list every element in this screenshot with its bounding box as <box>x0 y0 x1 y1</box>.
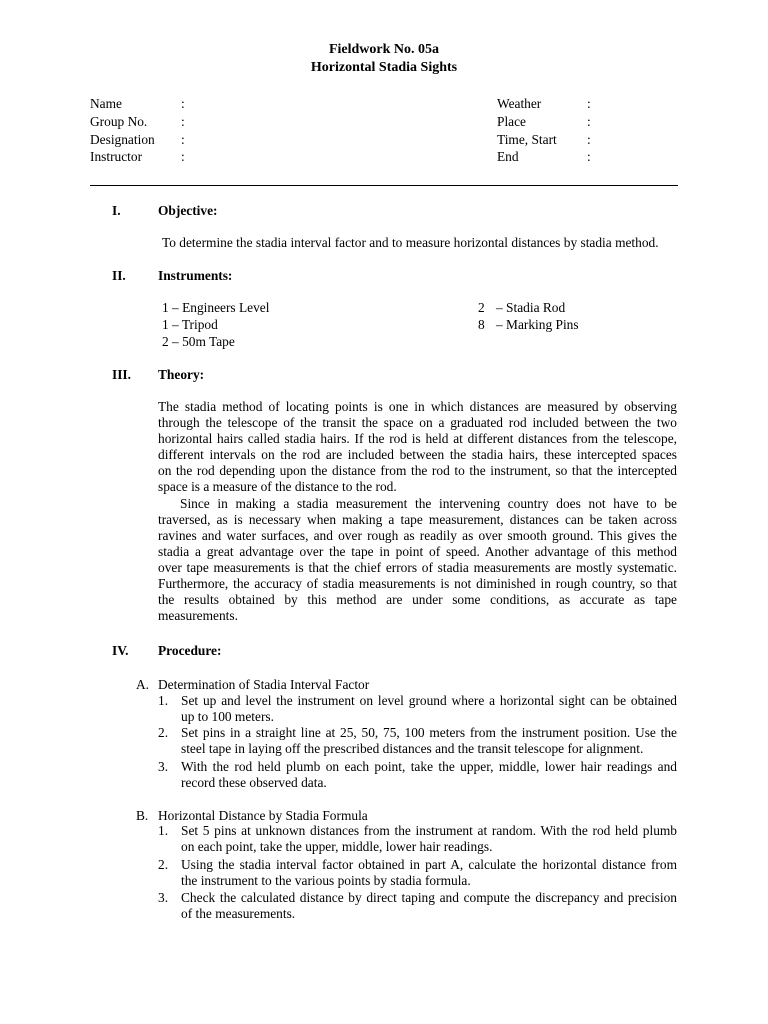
time-start-colon: : <box>587 132 591 147</box>
step-number: 1. <box>158 823 169 838</box>
part-b-letter: B. <box>136 808 149 823</box>
text-line: steel tape in laying off the prescribed distances and the transit telescope for alignment. <box>181 741 644 756</box>
text-line: up to 100 meters. <box>181 709 274 724</box>
instructor-label: Instructor <box>90 149 143 164</box>
text-line: Check the calculated distance by direct taping and compute the discrepancy and precision <box>181 890 677 905</box>
weather-colon: : <box>587 96 591 111</box>
text-line: space is a measure of the distance to the rod. <box>158 479 397 494</box>
text-line: Using the stadia interval factor obtained in part A, calculate the horizontal distance from <box>181 857 677 872</box>
group-no-label: Group No. <box>90 114 148 129</box>
end-label: End <box>497 149 519 164</box>
instrument-item: – Marking Pins <box>496 317 579 332</box>
designation-label: Designation <box>90 132 155 147</box>
group-no-colon: : <box>181 114 185 129</box>
text-line: Set up and level the instrument on level ground where a horizontal sight can be obtained <box>181 693 677 708</box>
step-number: 1. <box>158 693 169 708</box>
text-line: on each point, take the upper, middle, lower hair readings. <box>181 839 493 854</box>
step-text <box>181 759 677 791</box>
section-numeral-instruments: II. <box>112 268 126 283</box>
step-number: 2. <box>158 857 169 872</box>
text-line: Since in making a stadia measurement the intervening country does not have to be <box>180 496 677 511</box>
theory-paragraph-1 <box>158 399 677 495</box>
instructor-colon: : <box>181 149 185 164</box>
section-heading-objective: Objective: <box>158 203 218 218</box>
text-line: Set pins in a straight line at 25, 50, 75, 100 meters from the instrument position. Use the <box>181 725 677 740</box>
section-numeral-procedure: IV. <box>112 643 129 658</box>
section-heading-procedure: Procedure: <box>158 643 222 658</box>
part-a-title: Determination of Stadia Interval Factor <box>158 677 370 692</box>
name-label: Name <box>90 96 122 111</box>
step-text <box>181 823 677 855</box>
section-numeral-objective: I. <box>112 203 121 218</box>
section-numeral-theory: III. <box>112 367 131 382</box>
instrument-item: 1 – Tripod <box>162 317 218 332</box>
part-a-letter: A. <box>136 677 150 692</box>
text-line: the instrument to the various points by stadia formula. <box>181 873 471 888</box>
instrument-qty: 2 <box>478 300 485 315</box>
designation-colon: : <box>181 132 185 147</box>
text-line: Set 5 pins at unknown distances from the instrument at random. With the rod held plumb <box>181 823 677 838</box>
instrument-item: 2 – 50m Tape <box>162 334 235 349</box>
step-number: 2. <box>158 725 169 740</box>
text-line: record these observed data. <box>181 775 327 790</box>
step-text <box>181 890 677 922</box>
text-line: over tape measurements is that the chief errors of stadia measurements are mostly systematic. <box>158 560 677 575</box>
part-b-title: Horizontal Distance by Stadia Formula <box>158 808 368 823</box>
text-line: measurements. <box>158 608 238 623</box>
place-label: Place <box>497 114 526 129</box>
weather-label: Weather <box>497 96 542 111</box>
instrument-item: – Stadia Rod <box>496 300 566 315</box>
name-colon: : <box>181 96 185 111</box>
theory-paragraph-2 <box>158 496 677 624</box>
text-line: on the rod depending upon the distance from the rod to the instrument, so that the intercepted <box>158 463 677 478</box>
text-line: ravines and water surfaces, and over rough as readily as over smooth ground. This gives the <box>158 528 677 543</box>
end-colon: : <box>587 149 591 164</box>
instrument-qty: 8 <box>478 317 485 332</box>
step-number: 3. <box>158 759 169 774</box>
text-line: of the measurements. <box>181 906 296 921</box>
section-heading-theory: Theory: <box>158 367 205 382</box>
time-start-label: Time, Start <box>497 132 557 147</box>
place-colon: : <box>587 114 591 129</box>
text-line: the results obtained by this method are under some conditions, as accurate as tape <box>158 592 677 607</box>
objective-text: To determine the stadia interval factor and to measure horizontal distances by stadia method. <box>162 235 659 250</box>
text-line: The stadia method of locating points is one in which distances are measured by observing <box>158 399 677 414</box>
instrument-item: 1 – Engineers Level <box>162 300 270 315</box>
text-line: horizontal hairs called stadia hairs. If the rod is held at different distances from the telescope, <box>158 431 677 446</box>
text-line: different intervals on the rod are included between the stadia hairs, these intercepted spaces <box>158 447 677 462</box>
step-text <box>181 725 677 757</box>
step-text <box>181 693 677 725</box>
header-divider <box>90 185 678 186</box>
section-heading-instruments: Instruments: <box>158 268 233 283</box>
text-line: With the rod held plumb on each point, take the upper, middle, lower hair readings and <box>181 759 677 774</box>
text-line: Furthermore, the accuracy of stadia measurements is not diminished in rough country, so that <box>158 576 677 591</box>
document-title: Fieldwork No. 05a <box>328 42 440 57</box>
text-line: through the telescope of the transit the space on a graduated rod included between the two <box>158 415 677 430</box>
text-line: traversed, as is necessary when making a tape measurement, distances can be taken across <box>158 512 677 527</box>
text-line: stadia a great advantage over the tape in point of speed. Another advantage of this method <box>158 544 677 559</box>
step-text <box>181 857 677 889</box>
step-number: 3. <box>158 890 169 905</box>
document-subtitle: Horizontal Stadia Sights <box>310 60 458 75</box>
